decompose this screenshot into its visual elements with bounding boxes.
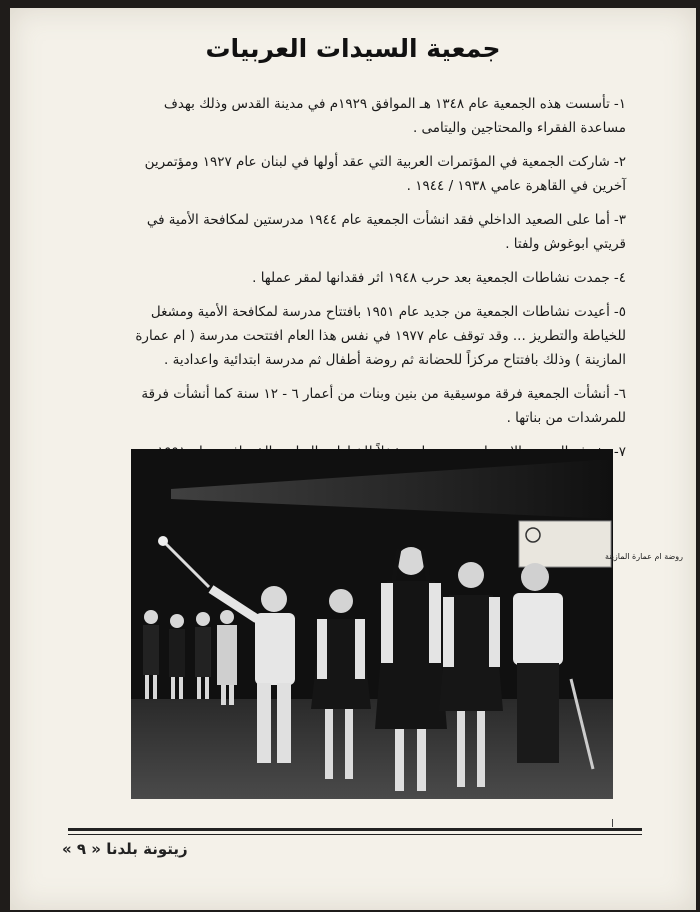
- footer-rule-thin: [68, 834, 642, 835]
- list-item: ٥-أعيدت نشاطات الجمعية من جديد عام ١٩٥١ بافتتاح مدرسة لمكافحة الأمية ومشغل للخياطة والتطريز ... وقد توقف عام ١٩٧٧ في نفس هذا العام افتتحت مدرسة ( ام عمارة المازينة ) وذلك بافتتاح مركزاً للحضانة ثم روضة أطفال ثم مدرسة ابتدائية واعدادية .: [135, 304, 626, 368]
- list-item: ١-تأسست هذه الجمعية عام ١٣٤٨ هـ الموافق ١٩٢٩م في مدينة القدس وذلك بهدف مساعدة الفقراء والمحتاجين واليتامى .: [163, 96, 626, 136]
- list-item: ٣-أما على الصعيد الداخلي فقد انشأت الجمعية عام ١٩٤٤ مدرستين لمكافحة الأمية في قريتي ابوغوش ولفتا .: [146, 212, 626, 252]
- margin-mark: [612, 819, 613, 827]
- photo-illustration: [131, 449, 684, 799]
- banner-sign: [519, 521, 683, 567]
- page-title: جمعية السيدات العربيات: [205, 34, 501, 63]
- footer-magazine-page: زيتونة بلدنا « ٩ »: [62, 840, 188, 858]
- banner-text: روضة ام عمارة المازينة: [605, 552, 684, 561]
- list-item: ٢-شاركت الجمعية في المؤتمرات العربية التي عقد أولها في لبنان عام ١٩٢٧ ومؤتمرين آخرين في القاهرة عامي ١٩٣٨ / ١٩٤٤ .: [144, 154, 626, 194]
- list-item: ٧-: [613, 444, 626, 460]
- children-band-photo: [131, 449, 684, 799]
- list-item: ٦-أنشأت الجمعية فرقة موسيقية من بنين وبنات من أعمار ٦ - ١٢ سنة كما أنشأت فرقة للمرشدات من بناتها .: [141, 386, 626, 426]
- item-list: [134, 92, 626, 474]
- document-page: [10, 8, 696, 910]
- list-item: ٤-جمدت نشاطات الجمعية بعد حرب ١٩٤٨ اثر فقدانها لمقر عملها .: [252, 270, 626, 286]
- footer-rule: [68, 828, 642, 831]
